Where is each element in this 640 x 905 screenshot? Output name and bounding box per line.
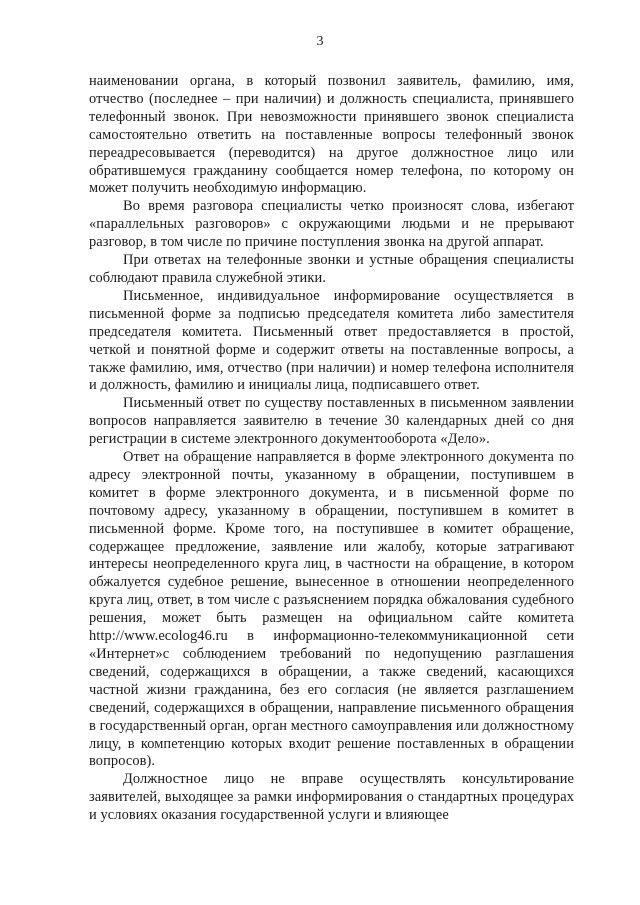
- paragraph-2: Во время разговора специалисты четко произносят слова, избегают «параллельных разговоров» с окружающими людьми и не прерывают разговор, в том числе по причине поступления звонка на другой аппарат.: [89, 198, 574, 251]
- paragraph-1: наименовании органа, в который позвонил заявитель, фамилию, имя, отчество (последнее – при наличии) и должность специалиста, принявшего телефонный звонок. При невозможности принявшего звонок специалиста самостоятельно ответить на поставленные вопросы телефонный звонок переадресовывается (переводится) на другое должностное лицо или обратившемуся гражданину сообщается номер телефона, по которому он может получить необходимую информацию.: [89, 73, 574, 197]
- paragraph-6: Ответ на обращение направляется в форме электронного документа по адресу электронной почты, указанному в обращении, поступившем в комитет в форме электронного документа, и в письменной форме по почтовому адресу, указанному в обращении, поступившем в комитет в письменной форме. Кроме того, на поступившее в комитет обращение, содержащее предложение, заявление или жалобу, которые затрагивают интересы неопределенного круга лиц, в частности на обращение, в котором обжалуется судебное решение, вынесенное в отношении неопределенного круга лиц, ответ, в том числе с разъяснением порядка обжалования судебного решения, может быть размещен на официальном сайте комитета http://www.ecolog46.ru в информационно-телекоммуникационной сети «Интернет»с соблюдением требований по недопущению разглашения сведений, содержащихся в обращении, а также сведений, касающихся частной жизни гражданина, без его согласия (не является разглашением сведений, содержащихся в обращении, направление письменного обращения в государственный орган, орган местного самоуправления или должностному лицу, в компетенцию которых входит решение поставленных в обращении вопросов).: [89, 449, 574, 770]
- paragraph-7: Должностное лицо не вправе осуществлять консультирование заявителей, выходящее за рамки информирования о стандартных процедурах и условиях оказания государственной услуги и влияющее: [89, 771, 574, 824]
- paragraph-3: При ответах на телефонные звонки и устные обращения специалисты соблюдают правила служебной этики.: [89, 252, 574, 286]
- document-body: [89, 73, 574, 825]
- page-number: 3: [316, 34, 324, 49]
- paragraph-4: Письменное, индивидуальное информирование осуществляется в письменной форме за подписью председателя комитета либо заместителя председателя комитета. Письменный ответ предоставляется в простой, четкой и понятной форме и содержит ответы на поставленные вопросы, а также фамилию, имя, отчество (при наличии) и номер телефона исполнителя и должность, фамилию и инициалы лица, подписавшего ответ.: [89, 287, 574, 394]
- paragraph-5: Письменный ответ по существу поставленных в письменном заявлении вопросов направляется заявителю в течение 30 календарных дней со дня регистрации в системе электронного документооборота «Дело».: [89, 395, 574, 448]
